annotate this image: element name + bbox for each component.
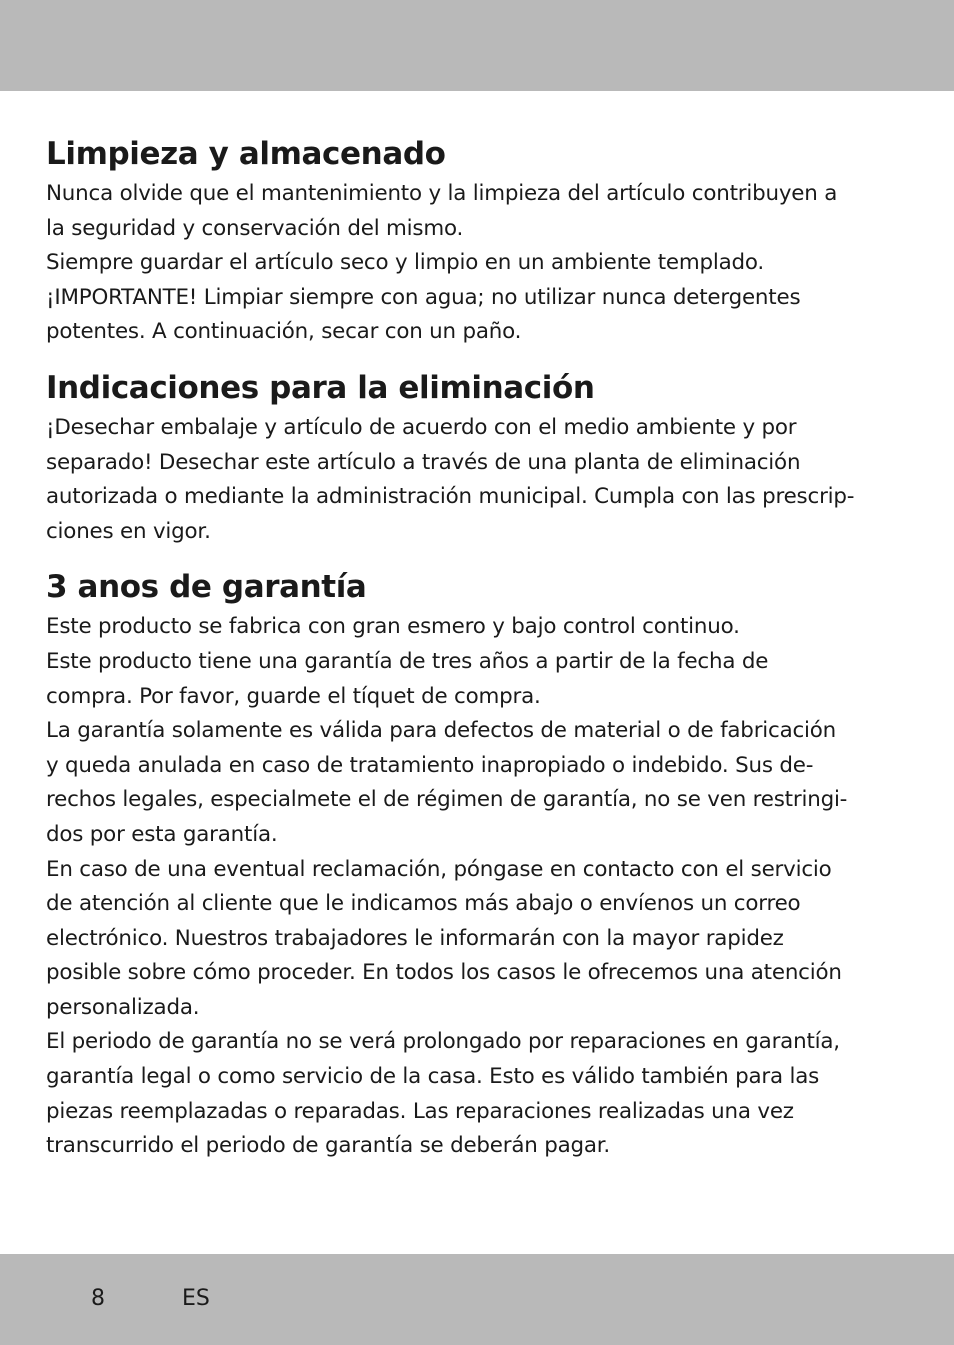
page-number: 8 xyxy=(91,1286,105,1311)
text-line: rechos legales, especialmete el de régimen de garantía, no se ven restringi- xyxy=(46,787,848,813)
section-title-cleaning: Limpieza y almacenado xyxy=(46,136,446,172)
text-line: autorizada o mediante la administración municipal. Cumpla con las prescrip- xyxy=(46,484,855,510)
section-title-warranty: 3 anos de garantía xyxy=(46,569,367,606)
text-line: de atención al cliente que le indicamos más abajo o envíenos un correo xyxy=(46,891,801,917)
text-line: la seguridad y conservación del mismo. xyxy=(46,215,464,241)
footer-band xyxy=(0,1254,954,1345)
text-line: posible sobre cómo proceder. En todos los casos le ofrecemos una atención xyxy=(46,960,842,986)
language-code: ES xyxy=(182,1286,210,1311)
section-title-disposal: Indicaciones para la eliminación xyxy=(46,369,595,406)
text-line: garantía legal o como servicio de la casa. Esto es válido también para las xyxy=(46,1064,820,1090)
text-line: electrónico. Nuestros trabajadores le informarán con la mayor rapidez xyxy=(46,925,784,951)
text-line: compra. Por favor, guarde el tíquet de compra. xyxy=(46,683,541,709)
text-line: ciones en vigor. xyxy=(46,518,211,544)
text-line: potentes. A continuación, secar con un paño. xyxy=(46,319,522,345)
text-line: transcurrido el periodo de garantía se deberán pagar. xyxy=(46,1133,611,1159)
text-line: ¡Desechar embalaje y artículo de acuerdo con el medio ambiente y por xyxy=(46,414,797,440)
section-disposal xyxy=(46,365,908,549)
section-warranty xyxy=(46,564,908,1164)
text-line: ¡IMPORTANTE! Limpiar siempre con agua; no utilizar nunca detergentes xyxy=(46,284,801,310)
text-line: separado! Desechar este artículo a través de una planta de eliminación xyxy=(46,449,801,475)
page-content xyxy=(46,131,908,1164)
text-line: Este producto se fabrica con gran esmero y bajo control continuo. xyxy=(46,614,740,640)
text-line: dos por esta garantía. xyxy=(46,821,278,847)
text-line: Siempre guardar el artículo seco y limpio en un ambiente templado. xyxy=(46,250,765,276)
text-line: Este producto tiene una garantía de tres años a partir de la fecha de xyxy=(46,648,769,674)
section-body-cleaning xyxy=(46,177,908,350)
section-cleaning xyxy=(46,131,908,350)
text-line: piezas reemplazadas o reparadas. Las reparaciones realizadas una vez xyxy=(46,1098,794,1124)
text-line: En caso de una eventual reclamación, póngase en contacto con el servicio xyxy=(46,856,832,882)
text-line: y queda anulada en caso de tratamiento inapropiado o indebido. Sus de- xyxy=(46,752,814,778)
text-line: La garantía solamente es válida para defectos de material o de fabricación xyxy=(46,718,837,744)
header-band xyxy=(0,0,954,91)
text-line: personalizada. xyxy=(46,994,200,1020)
section-body-warranty xyxy=(46,610,908,1164)
text-line: Nunca olvide que el mantenimiento y la limpieza del artículo contribuyen a xyxy=(46,181,838,206)
text-line: El periodo de garantía no se verá prolongado por reparaciones en garantía, xyxy=(46,1029,840,1055)
section-body-disposal xyxy=(46,411,908,549)
